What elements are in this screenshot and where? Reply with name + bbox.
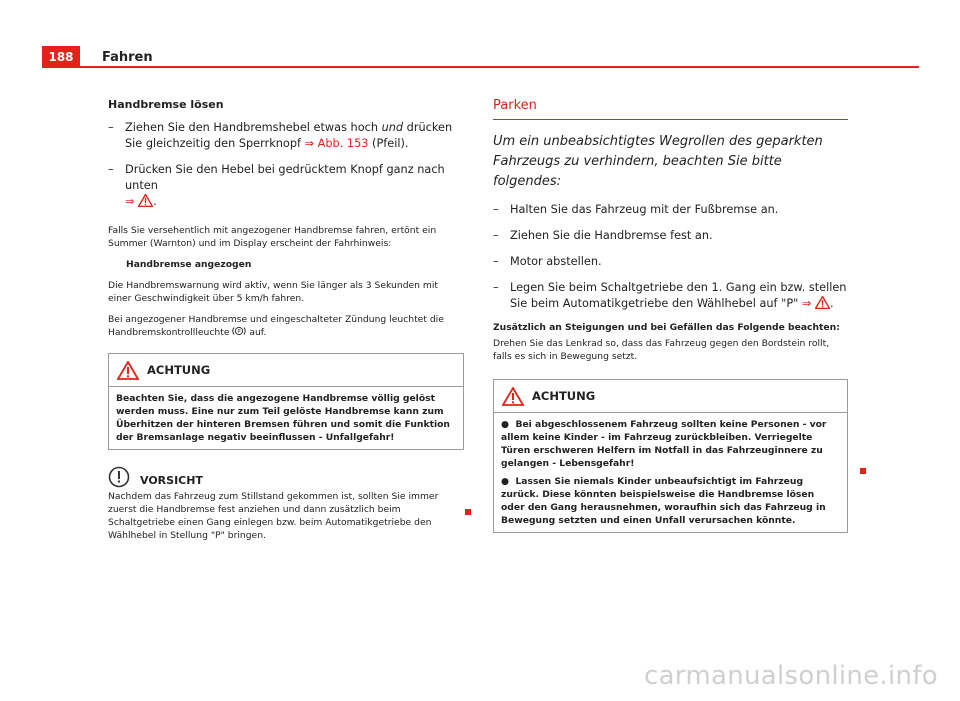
step-item <box>493 280 848 312</box>
section-end-marker <box>860 468 866 474</box>
warning-body <box>109 386 463 449</box>
warning-text: Bei abgeschlossenem Fahrzeug sollten keine Personen - vor allem keine Kinder - im Fahrzeug zurückbleiben. Verriegelte Türen erschweren Helfern im Notfall in das Fahrzeuginnere zu gelangen - Lebensgefahr! <box>501 419 827 469</box>
warning-link[interactable] <box>125 195 153 208</box>
step-text: drücken Sie gleichzeitig den Sperrknopf <box>125 121 453 150</box>
step-item <box>493 228 848 244</box>
right-column <box>493 98 848 533</box>
warning-link[interactable] <box>802 297 830 310</box>
step-dash: – <box>108 121 114 134</box>
step-item <box>108 162 464 210</box>
warning-item <box>501 475 840 527</box>
warning-body <box>494 412 847 532</box>
warning-triangle-icon <box>138 194 153 207</box>
warning-triangle-icon <box>502 387 524 406</box>
step-emphasis: und <box>381 121 404 134</box>
info-paragraph: Drehen Sie das Lenkrad so, dass das Fahrzeug gegen den Bordstein rollt, falls es sich in Bewegung setzt. <box>493 338 830 362</box>
watermark: carmanualsonline.info <box>643 661 938 691</box>
step-item <box>493 254 848 270</box>
warning-title: ACHTUNG <box>532 389 596 403</box>
step-text: Legen Sie beim Schaltgetriebe den 1. Gang ein bzw. stellen Sie beim Automatikgetriebe den Wählhebel auf "P" <box>510 281 847 310</box>
caution-text: Nachdem das Fahrzeug zum Stillstand gekommen ist, sollten Sie immer zuerst die Handbremse fest anziehen und dann zusätzlich beim Schaltgetriebe einen Gang einlegen bzw. beim Automatikgetriebe den Wählhebel in Stellung "P" bringen. <box>108 491 439 541</box>
step-text: Ziehen Sie den Handbremshebel etwas hoch <box>125 121 382 134</box>
warning-box <box>493 379 848 533</box>
section-heading-handbremse: Handbremse lösen <box>108 98 224 111</box>
step-end: . <box>829 297 834 310</box>
section-title-parken: Parken <box>493 98 848 120</box>
warning-text: Lassen Sie niemals Kinder unbeaufsichtigt im Fahrzeug zurück. Diese könnten beispielsweise die Handbremse lösen oder den Gang herausnehmen, woraufhin sich das Fahrzeug in Bewegung setzten und einen Unfall verursachen könnte. <box>501 476 826 526</box>
step-dash: – <box>493 229 499 242</box>
step-end: . <box>153 195 157 208</box>
info-paragraph <box>108 313 464 339</box>
step-dash: – <box>493 203 499 216</box>
info-text: auf. <box>246 327 267 338</box>
ref-arrow: ⇒ <box>125 195 135 208</box>
step-item <box>108 120 464 152</box>
step-text: (Pfeil). <box>368 137 409 150</box>
step-dash: – <box>493 281 499 294</box>
caution-icon <box>108 466 130 488</box>
parking-brake-lamp-icon <box>232 326 246 336</box>
left-column <box>108 98 464 542</box>
warning-header <box>494 380 847 412</box>
step-dash: – <box>108 163 114 176</box>
section-intro: Um ein unbeabsichtigtes Wegrollen des geparkten Fahrzeugs zu verhindern, beachten Sie bitte folgendes: <box>493 134 823 189</box>
svg-text:P: P <box>237 329 241 335</box>
bullet: ● <box>501 476 510 487</box>
info-text: Bei angezogener Handbremse und eingeschalteter Zündung leuchtet die Handbremskontrollleuchte <box>108 314 444 338</box>
figure-link[interactable]: ⇒ Abb. 153 <box>304 137 369 150</box>
info-paragraph: Die Handbremswarnung wird aktiv, wenn Sie länger als 3 Sekunden mit einer Geschwindigkeit über 5 km/h fahren. <box>108 280 439 304</box>
caution-title: VORSICHT <box>140 473 203 487</box>
caution-header <box>108 466 464 488</box>
header-rule <box>42 66 919 68</box>
warning-triangle-icon <box>815 296 830 309</box>
step-text: Drücken Sie den Hebel bei gedrücktem Knopf ganz nach unten <box>125 163 445 192</box>
warning-triangle-icon <box>117 361 139 380</box>
warning-item <box>501 418 840 470</box>
step-dash: – <box>493 255 499 268</box>
slope-heading: Zusätzlich an Steigungen und bei Gefällen das Folgende beachten: <box>493 322 840 333</box>
warning-text: Beachten Sie, dass die angezogene Handbremse völlig gelöst werden muss. Eine nur zum Teil gelöste Handbremse kann zum Überhitzen der hinteren Bremsen führen und somit die Funktion der Bremsanlage negativ beeinflussen - Unfallgefahr! <box>116 393 450 443</box>
step-text: Motor abstellen. <box>510 255 602 268</box>
ref-arrow: ⇒ <box>801 297 812 310</box>
info-paragraph: Falls Sie versehentlich mit angezogener Handbremse fahren, ertönt ein Summer (Warnton) und im Display erscheint der Fahrhinweis: <box>108 225 437 249</box>
display-message: Handbremse angezogen <box>126 259 252 270</box>
page-number: 188 <box>42 46 80 68</box>
warning-box <box>108 353 464 450</box>
warning-header <box>109 354 463 386</box>
bullet: ● <box>501 419 510 430</box>
step-item <box>493 202 848 218</box>
step-text: Halten Sie das Fahrzeug mit der Fußbremse an. <box>510 203 779 216</box>
section-end-marker <box>465 509 471 515</box>
step-text: Ziehen Sie die Handbremse fest an. <box>510 229 713 242</box>
warning-title: ACHTUNG <box>147 363 211 377</box>
chapter-title: Fahren <box>102 50 153 65</box>
